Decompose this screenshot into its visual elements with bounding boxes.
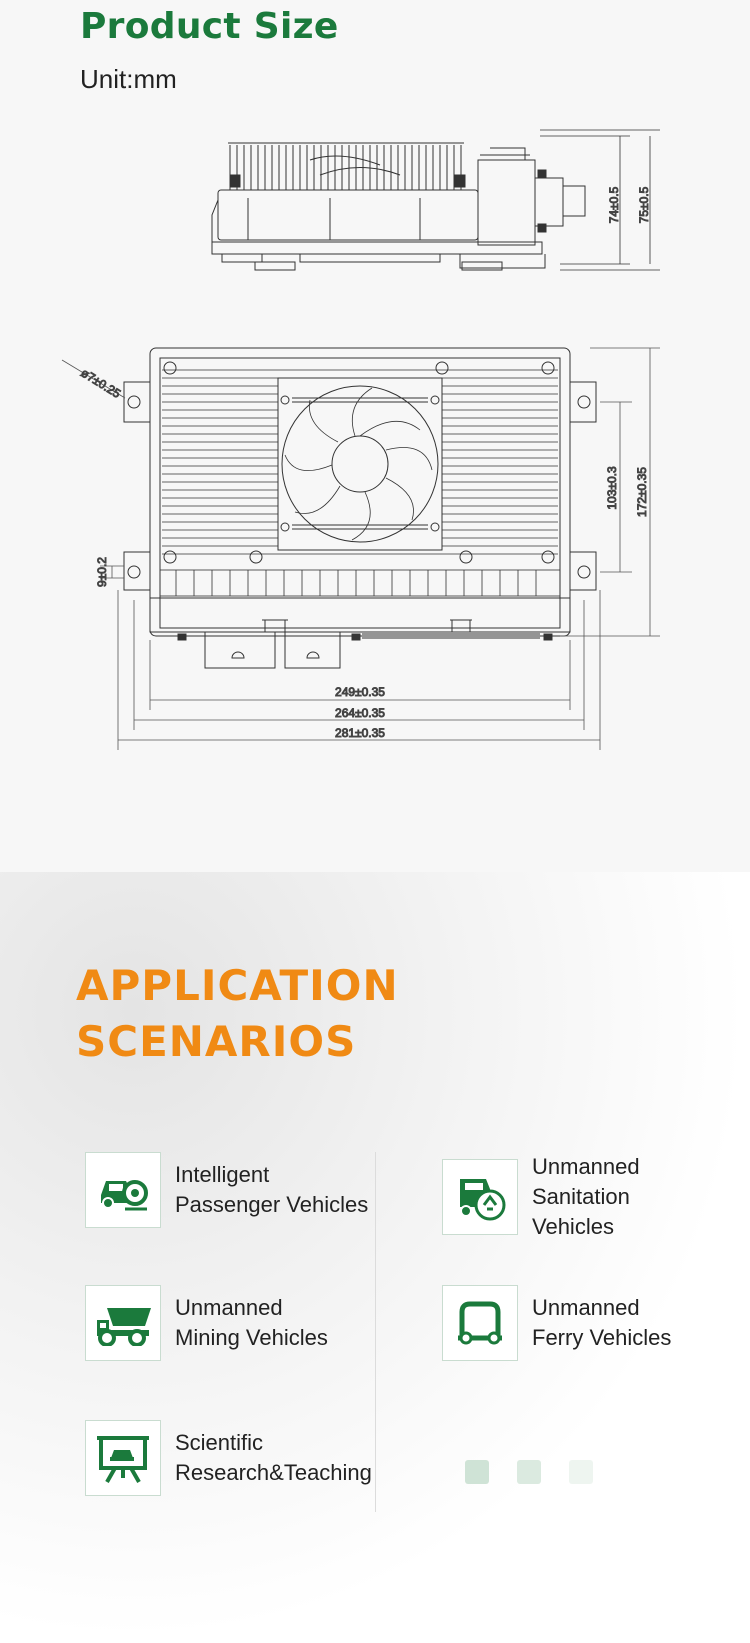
column-divider xyxy=(375,1152,376,1512)
section-title: Product Size xyxy=(80,6,339,47)
carousel-dot[interactable] xyxy=(465,1460,489,1484)
icon-frame xyxy=(85,1420,161,1496)
carousel-indicators xyxy=(465,1460,593,1484)
application-section xyxy=(0,872,750,1643)
scenario-ferry-vehicles xyxy=(442,1285,671,1361)
scenario-sanitation-vehicles xyxy=(442,1152,640,1242)
dim-75: 75±0.5 xyxy=(637,186,651,224)
scenario-label xyxy=(175,1293,328,1353)
dim-103: 103±0.3 xyxy=(605,466,619,510)
scenario-label-line1: Unmanned xyxy=(532,1154,640,1179)
scenario-mining-vehicles xyxy=(85,1285,328,1361)
passenger-car-icon xyxy=(95,1165,151,1215)
scenario-label xyxy=(175,1428,372,1488)
dim-74: 74±0.5 xyxy=(607,186,621,224)
technical-drawing xyxy=(0,120,750,800)
scenario-label-line1: Unmanned xyxy=(175,1295,283,1320)
scenario-label-line1: Unmanned xyxy=(532,1295,640,1320)
icon-frame xyxy=(85,1285,161,1361)
icon-frame xyxy=(442,1285,518,1361)
scenario-label-line3: Vehicles xyxy=(532,1214,614,1239)
unit-label: Unit:mm xyxy=(80,64,177,94)
dim-264: 264±0.35 xyxy=(335,706,385,720)
application-title-line1: APPLICATION xyxy=(76,961,399,1010)
scenario-label xyxy=(175,1160,368,1220)
scenario-label-line2: Mining Vehicles xyxy=(175,1325,328,1350)
scenario-research-teaching xyxy=(85,1420,372,1496)
carousel-dot[interactable] xyxy=(569,1460,593,1484)
mining-truck-icon xyxy=(93,1300,153,1346)
scenario-label-line1: Scientific xyxy=(175,1430,264,1455)
scenario-passenger-vehicles xyxy=(85,1152,368,1228)
scenario-label-line2: Ferry Vehicles xyxy=(532,1325,672,1350)
sanitation-vehicle-icon xyxy=(452,1171,508,1223)
ferry-vehicle-icon xyxy=(452,1298,508,1348)
teaching-board-icon xyxy=(95,1432,151,1484)
scenario-label-line1: Intelligent xyxy=(175,1162,270,1187)
dim-9: 9±0.2 xyxy=(95,557,109,587)
scenario-label xyxy=(532,1152,640,1242)
scenario-label-line2: Research&Teaching xyxy=(175,1460,372,1485)
scenario-label-line2: Sanitation xyxy=(532,1184,630,1209)
carousel-dot[interactable] xyxy=(517,1460,541,1484)
scenario-label-line2: Passenger Vehicles xyxy=(175,1192,369,1217)
top-view xyxy=(124,348,596,668)
dim-281: 281±0.35 xyxy=(335,726,385,740)
icon-frame xyxy=(85,1152,161,1228)
dim-172: 172±0.35 xyxy=(635,467,649,517)
scenario-label xyxy=(532,1293,671,1353)
side-view xyxy=(212,130,660,270)
dim-249: 249±0.35 xyxy=(335,685,385,699)
application-title-line2: SCENARIOS xyxy=(76,1017,357,1066)
application-title xyxy=(76,958,399,1070)
dim-hole: ø7±0.25 xyxy=(78,365,124,401)
icon-frame xyxy=(442,1159,518,1235)
